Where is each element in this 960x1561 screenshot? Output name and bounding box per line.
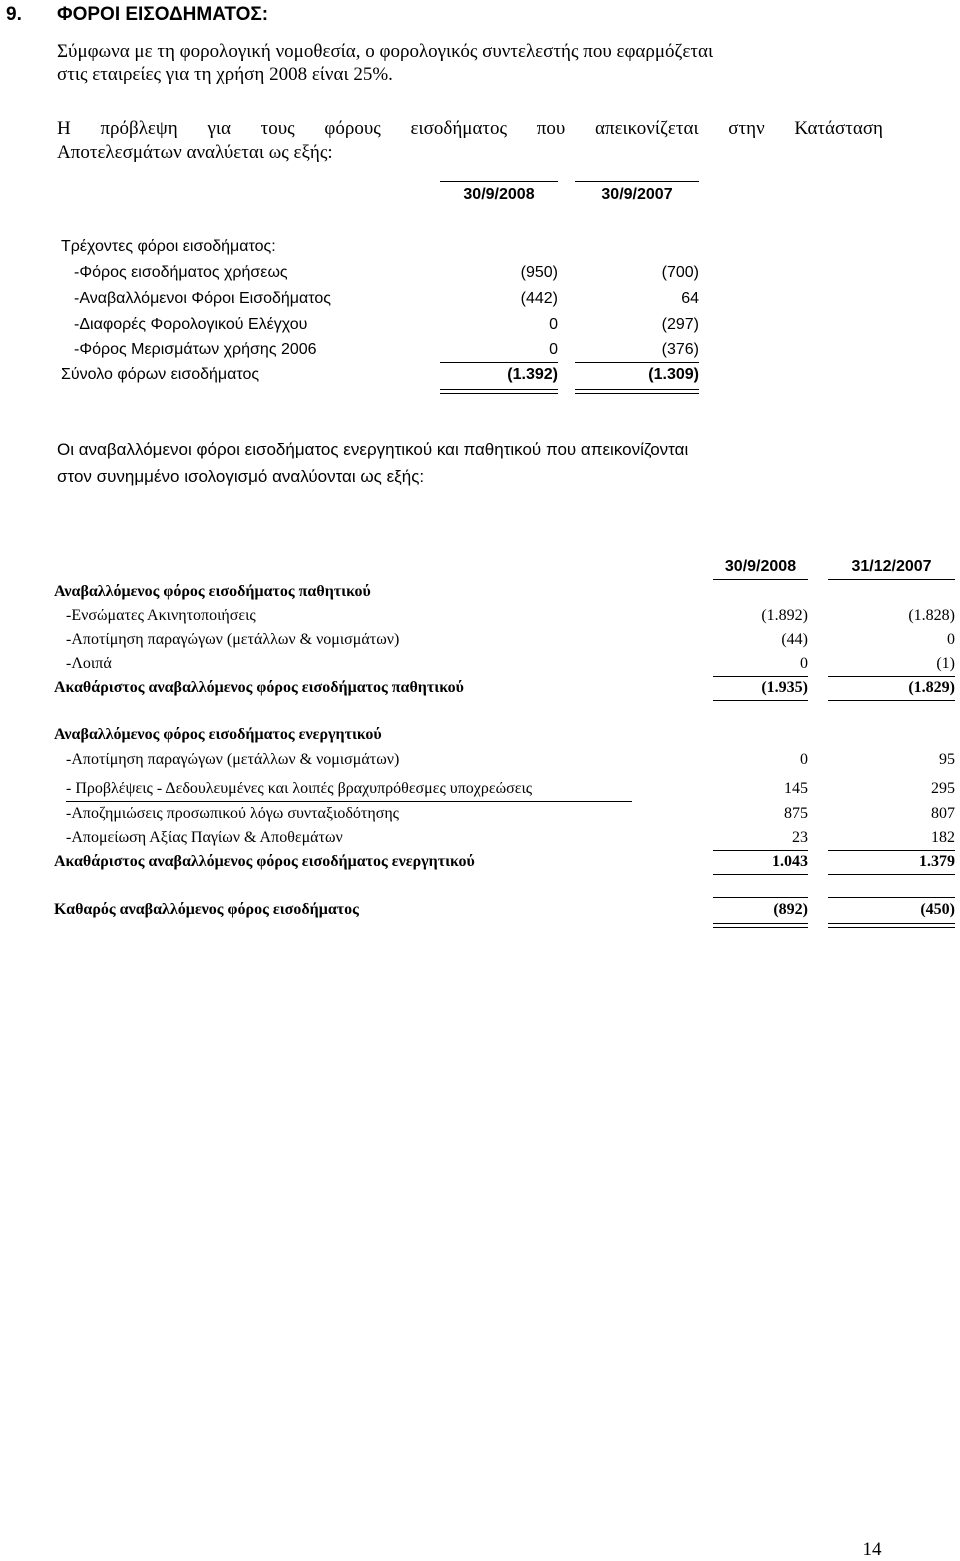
table2-row-label: - Προβλέψεις - Δεδουλευμένες και λοιπές βραχυπρόθεσμες υποχρεώσεις: [66, 780, 533, 797]
table2-liability-header: Αναβαλλόμενος φόρος εισοδήματος παθητικού: [54, 583, 371, 600]
table1-total-double-rule-1: [440, 389, 558, 394]
table2-net-top-rule-2: [828, 897, 955, 898]
section-title: ΦΟΡΟΙ ΕΙΣΟΔΗΜΑΤΟΣ:: [57, 4, 269, 25]
table2-row-value-1: 875: [784, 805, 808, 822]
table1-row-value-2: (376): [661, 341, 699, 358]
table2-net-total-value-1: (892): [773, 901, 808, 918]
table2-asset-total-label: Ακαθάριστος αναβαλλόμενος φόρος εισοδήματος ενεργητικού: [54, 853, 475, 870]
table2-liability-total-value-2: (1.829): [908, 679, 955, 696]
table1-group-label: Τρέχοντες φόροι εισοδήματος:: [61, 238, 276, 255]
table1-row-label: -Διαφορές Φορολογικού Ελέγχου: [74, 316, 308, 333]
table1-row-value-1: (950): [520, 264, 558, 281]
table1-row-value-1: 0: [549, 316, 558, 333]
section-number: 9.: [6, 4, 22, 25]
page-number: 14: [862, 1539, 882, 1560]
table2-liability-subtotal-rule-1: [713, 676, 808, 677]
table1-col2-rule: [575, 181, 699, 182]
table1-subtotal-rule-2: [575, 362, 699, 363]
table2-row-value-1: 23: [792, 829, 808, 846]
table2-liability-total-label: Ακαθάριστος αναβαλλόμενος φόρος εισοδήματος παθητικού: [54, 679, 464, 696]
middle-paragraph-line-1: Οι αναβαλλόμενοι φόροι εισοδήματος ενεργητικού και παθητικού που απεικονίζονται: [57, 440, 689, 459]
table2-row-value-2: (1.828): [908, 607, 955, 624]
table2-row-value-1: 145: [784, 780, 808, 797]
table1-row-value-2: (297): [661, 316, 699, 333]
table2-row-value-2: (1): [936, 655, 955, 672]
table1-col1-header: 30/9/2008: [463, 186, 535, 203]
table1-total-double-rule-2: [575, 389, 699, 394]
table2-row-value-2: 295: [931, 780, 955, 797]
table2-asset-total-value-2: 1.379: [919, 853, 955, 870]
table2-row-value-2: 807: [931, 805, 955, 822]
table1-total-value-2: (1.309): [648, 366, 699, 383]
intro-paragraph-1-line-1: Σύμφωνα με τη φορολογική νομοθεσία, ο φορολογικός συντελεστής που εφαρμόζεται: [57, 41, 714, 62]
table2-net-top-rule-1: [713, 897, 808, 898]
intro-paragraph-2-line-1: Η πρόβλεψη για τους φόρους εισοδήματος που απεικονίζεται στην Κατάσταση: [57, 118, 883, 139]
table2-row-value-2: 0: [947, 631, 955, 648]
table2-net-double-rule-1: [713, 923, 808, 928]
table1-subtotal-rule-1: [440, 362, 558, 363]
table2-asset-subtotal-rule-1: [713, 850, 808, 851]
table2-asset-subtotal-rule-2: [828, 850, 955, 851]
table1-row-value-2: 64: [681, 290, 699, 307]
table2-col1-header: 30/9/2008: [724, 558, 797, 575]
table1-row-value-1: (442): [520, 290, 558, 307]
table2-liability-subtotal-rule-2: [828, 676, 955, 677]
table1-col1-rule: [440, 181, 558, 182]
table1-row-value-2: (700): [661, 264, 699, 281]
table2-row-underline: [66, 801, 632, 802]
table2-row-value-1: (44): [781, 631, 808, 648]
table2-liability-total-rule-1: [713, 700, 808, 701]
table2-asset-total-rule-1: [713, 874, 808, 875]
table2-col1-rule: [713, 579, 808, 580]
table2-row-value-1: (1.892): [761, 607, 808, 624]
table1-row-label: -Αναβαλλόμενοι Φόροι Εισοδήματος: [74, 290, 331, 307]
table2-asset-total-value-1: 1.043: [772, 853, 808, 870]
table1-row-value-1: 0: [549, 341, 558, 358]
table2-row-label: -Ενσώματες Ακινητοποιήσεις: [66, 607, 256, 624]
table2-net-total-label: Καθαρός αναβαλλόμενος φόρος εισοδήματος: [54, 901, 359, 918]
table1-col2-header: 30/9/2007: [601, 186, 673, 203]
table2-row-label: -Αποτίμηση παραγώγων (μετάλλων & νομισμάτων): [66, 751, 400, 768]
middle-paragraph-line-2: στον συνημμένο ισολογισμό αναλύονται ως εξής:: [57, 467, 425, 486]
table2-net-total-value-2: (450): [920, 901, 955, 918]
table2-row-label: -Αποτίμηση παραγώγων (μετάλλων & νομισμάτων): [66, 631, 400, 648]
table1-row-label: -Φόρος εισοδήματος χρήσεως: [74, 264, 288, 281]
table2-row-value-2: 182: [931, 829, 955, 846]
table2-row-value-2: 95: [939, 751, 955, 768]
table2-row-value-1: 0: [800, 751, 808, 768]
table2-net-double-rule-2: [828, 923, 955, 928]
table2-row-value-1: 0: [800, 655, 808, 672]
table1-total-label: Σύνολο φόρων εισοδήματος: [61, 366, 260, 383]
table2-col2-rule: [828, 579, 955, 580]
table2-row-label: -Αποζημιώσεις προσωπικού λόγω συνταξιοδότησης: [66, 805, 400, 822]
table2-row-label: -Απομείωση Αξίας Παγίων & Αποθεμάτων: [66, 829, 343, 846]
table2-asset-header: Αναβαλλόμενος φόρος εισοδήματος ενεργητικού: [54, 726, 382, 743]
table1-total-value-1: (1.392): [507, 366, 558, 383]
table2-asset-total-rule-2: [828, 874, 955, 875]
table2-liability-total-value-1: (1.935): [761, 679, 808, 696]
table2-col2-header: 31/12/2007: [851, 558, 932, 575]
table2-liability-total-rule-2: [828, 700, 955, 701]
intro-paragraph-1-line-2: στις εταιρείες για τη χρήση 2008 είναι 25%.: [57, 64, 393, 85]
intro-paragraph-2-line-2: Αποτελεσμάτων αναλύεται ως εξής:: [57, 142, 333, 163]
table1-row-label: -Φόρος Μερισμάτων χρήσης 2006: [74, 341, 317, 358]
table2-row-label: -Λοιπά: [66, 655, 112, 672]
